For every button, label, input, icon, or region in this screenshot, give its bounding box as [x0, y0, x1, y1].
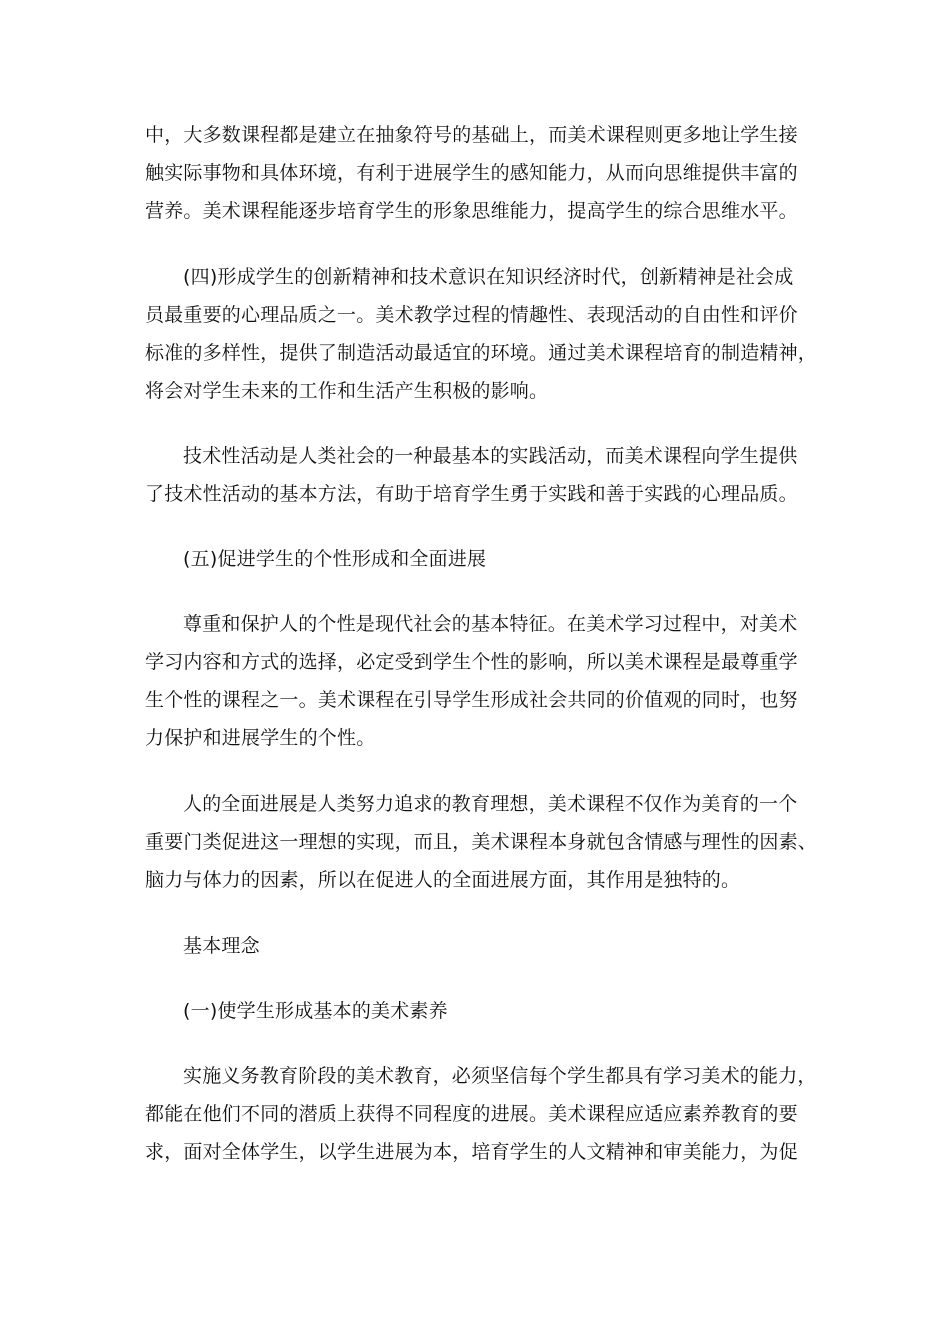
paragraph-gap	[145, 513, 815, 540]
section-heading-5	[145, 540, 815, 578]
paragraph-gap	[145, 410, 815, 437]
text-line: 尊重和保护人的个性是现代社会的基本特征。在美术学习过程中，对美术	[183, 613, 798, 635]
section-heading-1	[145, 992, 815, 1030]
paragraph-6	[145, 1057, 815, 1171]
heading-line: (五)促进学生的个性形成和全面进展	[183, 548, 487, 570]
paragraph-3	[145, 437, 815, 513]
document-body	[145, 116, 818, 1171]
paragraph-gap	[145, 1030, 815, 1057]
text-line: 重要门类促进这一理想的实现，而且，美术课程本身就包含情感与理性的因素、	[145, 831, 818, 853]
section-heading-basic-concepts	[145, 927, 815, 965]
text-line: 都能在他们不同的潜质上获得不同程度的进展。美术课程应适应素养教育的要	[145, 1103, 798, 1125]
paragraph-2	[145, 258, 818, 410]
text-line: 将会对学生未来的工作和生活产生积极的影响。	[145, 380, 549, 402]
text-line: 求，面对全体学生，以学生进展为本，培育学生的人文精神和审美能力，为促	[145, 1141, 798, 1163]
text-line: 触实际事物和具体环境，有利于进展学生的感知能力，从而向思维提供丰富的	[145, 162, 798, 184]
paragraph-gap	[145, 578, 815, 605]
paragraph-4	[145, 605, 815, 757]
text-line: 脑力与体力的因素，所以在促进人的全面进展方面，其作用是独特的。	[145, 869, 741, 891]
heading-line: 基本理念	[183, 935, 260, 957]
text-line: 了技术性活动的基本方法，有助于培育学生勇于实践和善于实践的心理品质。	[145, 483, 798, 505]
paragraph-1	[145, 116, 815, 230]
text-line: 实施义务教育阶段的美术教育，必须坚信每个学生都具有学习美术的能力，	[183, 1065, 817, 1087]
text-line: 力保护和进展学生的个性。	[145, 727, 376, 749]
paragraph-gap	[145, 757, 815, 785]
paragraph-gap	[145, 230, 815, 258]
text-line: 标准的多样性，提供了制造活动最适宜的环境。通过美术课程培育的制造精神，	[145, 342, 818, 364]
paragraph-5	[145, 785, 818, 899]
text-line: 中，大多数课程都是建立在抽象符号的基础上，而美术课程则更多地让学生接	[145, 124, 798, 146]
text-line: 生个性的课程之一。美术课程在引导学生形成社会共同的价值观的同时，也努	[145, 689, 798, 711]
text-line: 学习内容和方式的选择，必定受到学生个性的影响，所以美术课程是最尊重学	[145, 651, 798, 673]
heading-line: (一)使学生形成基本的美术素养	[183, 1000, 448, 1022]
text-line: (四)形成学生的创新精神和技术意识在知识经济时代，创新精神是社会成	[183, 266, 794, 288]
text-line: 技术性活动是人类社会的一种最基本的实践活动，而美术课程向学生提供	[183, 445, 798, 467]
text-line: 营养。美术课程能逐步培育学生的形象思维能力，提高学生的综合思维水平。	[145, 200, 798, 222]
paragraph-gap	[145, 965, 815, 992]
text-line: 员最重要的心理品质之一。美术教学过程的情趣性、表现活动的自由性和评价	[145, 304, 798, 326]
text-line: 人的全面进展是人类努力追求的教育理想，美术课程不仅作为美育的一个	[183, 793, 798, 815]
paragraph-gap	[145, 899, 815, 927]
